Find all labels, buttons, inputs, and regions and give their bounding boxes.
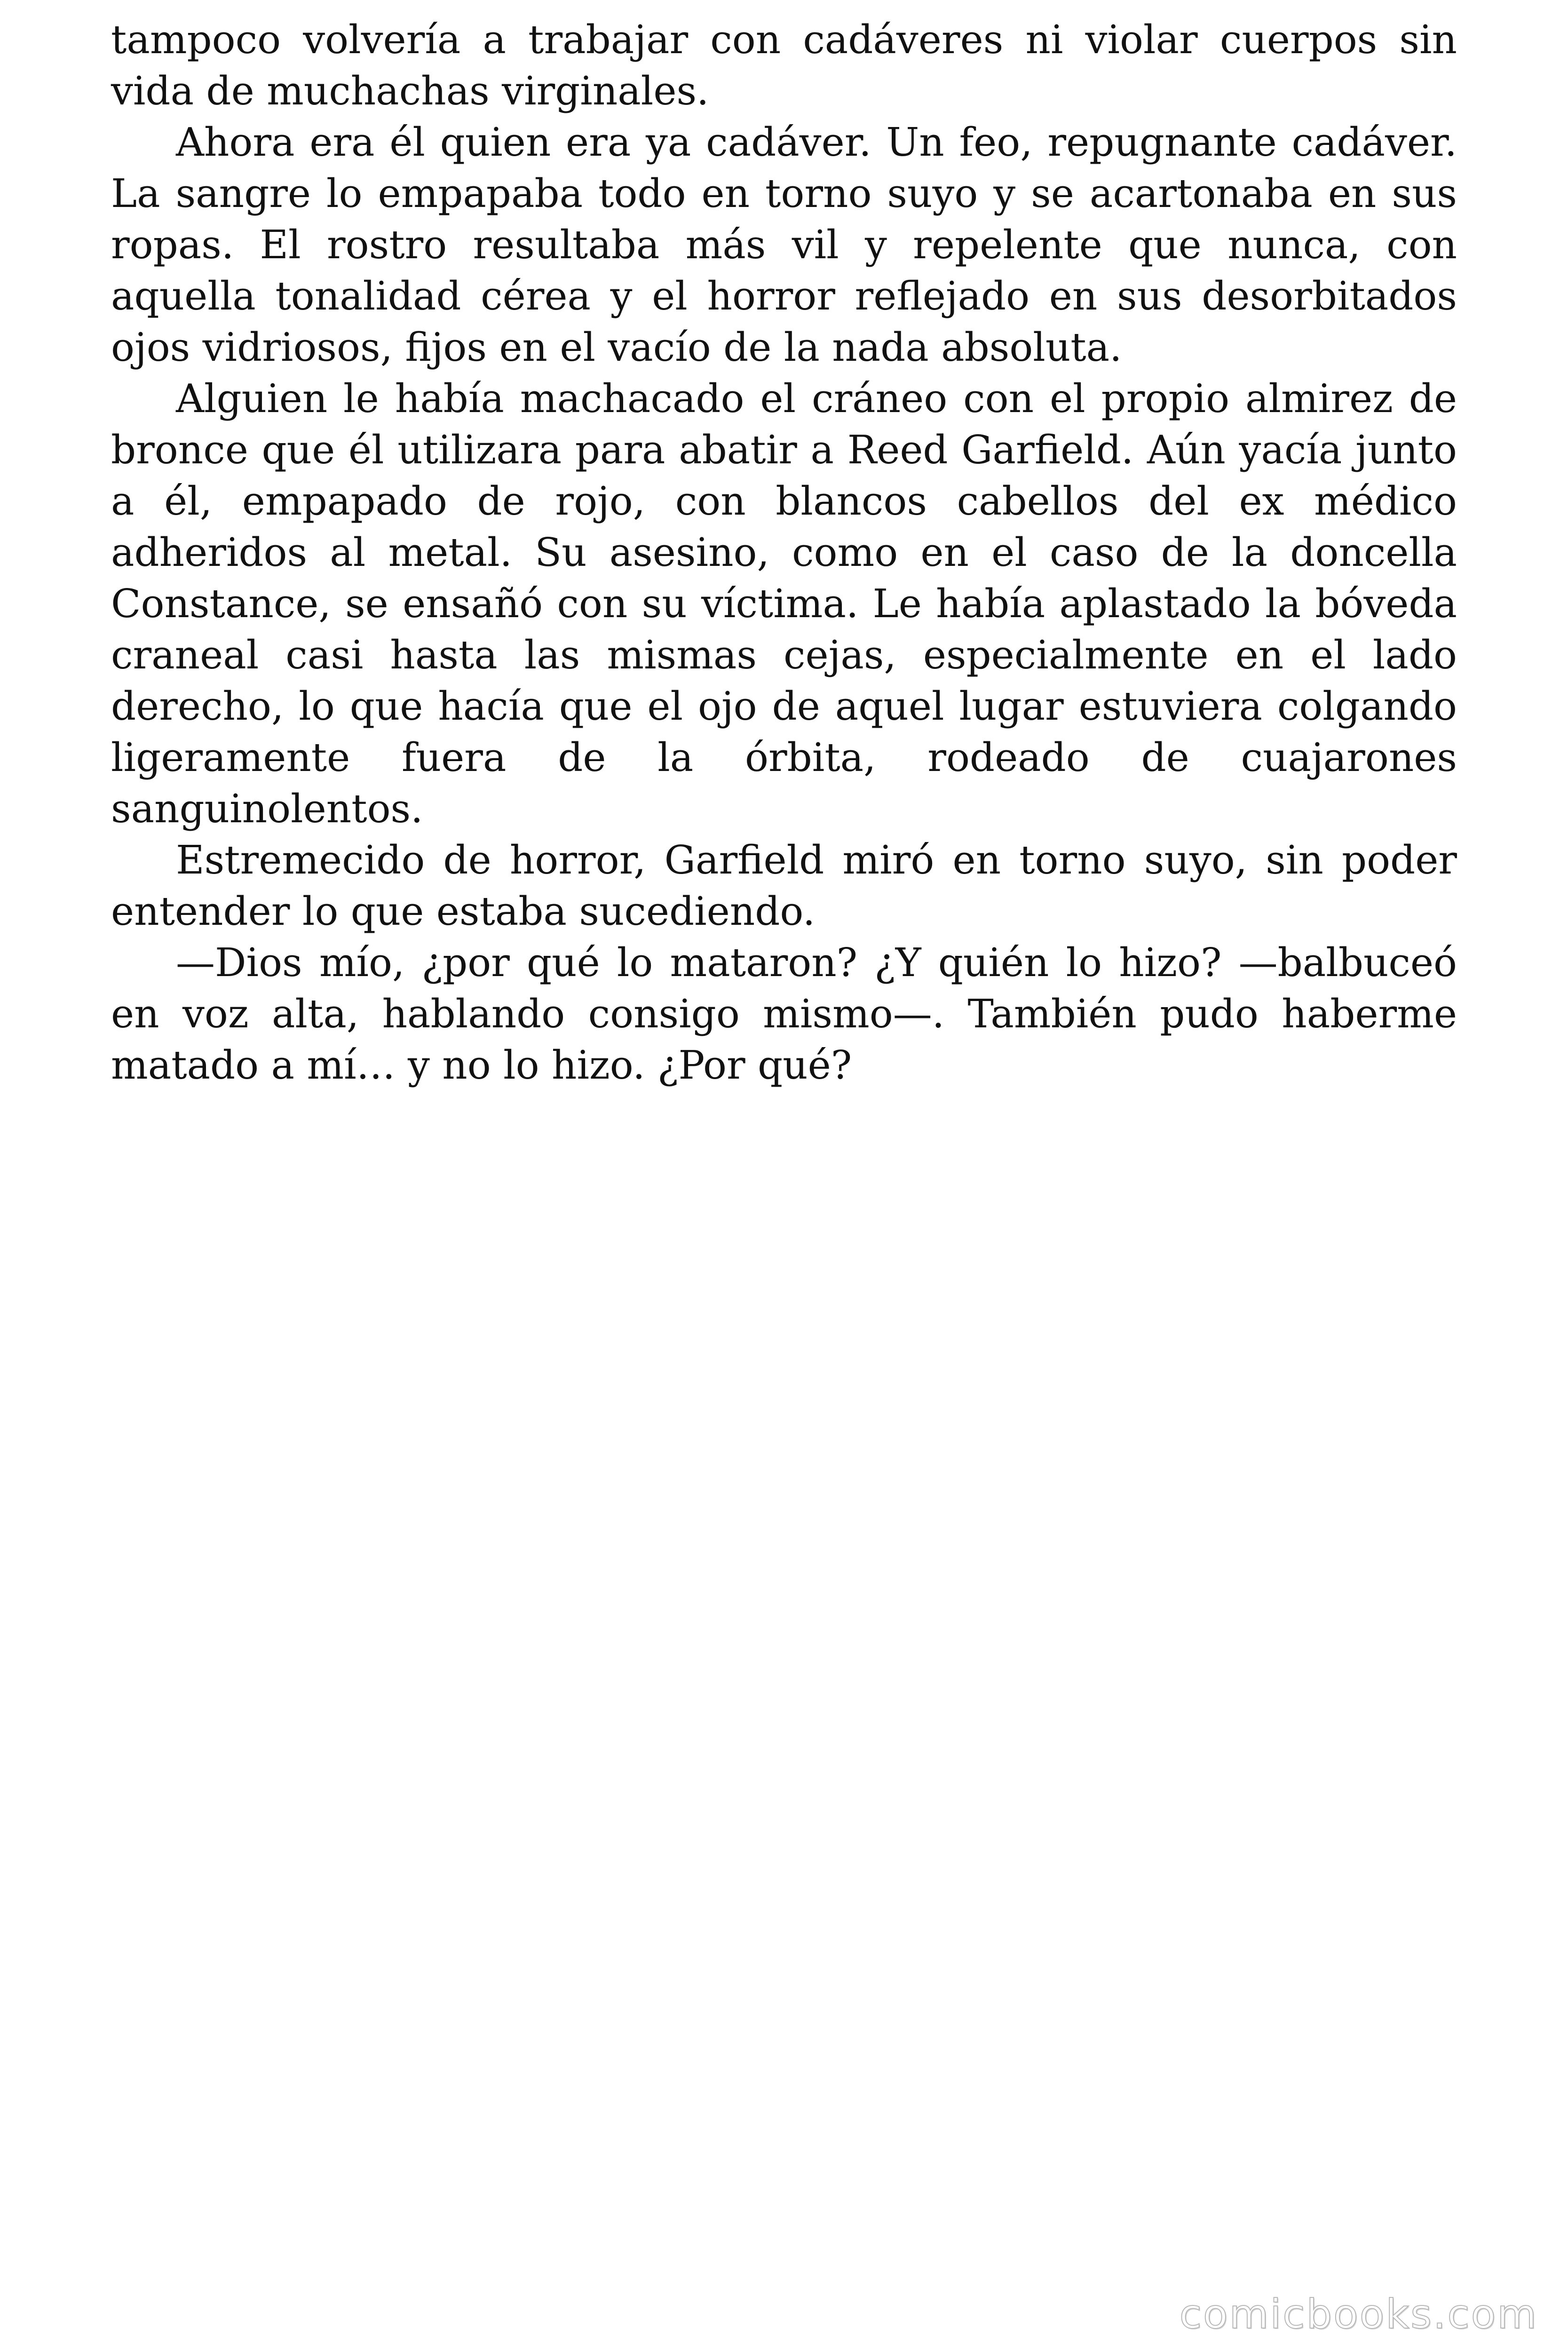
watermark: comicbooks.com	[1179, 2291, 1538, 2338]
paragraph: Estremecido de horror, Garfield miró en torno suyo, sin poder entender lo que estaba sucediendo.	[111, 837, 1457, 934]
paragraph-continuation: tampoco volvería a trabajar con cadáveres ni violar cuerpos sin vida de muchachas virginales.	[111, 17, 1457, 114]
dialogue-paragraph: —Dios mío, ¿por qué lo mataron? ¿Y quién lo hizo? —balbuceó en voz alta, hablando consigo mismo—. También pudo haberme matado a mí… y no lo hizo. ¿Por qué?	[111, 940, 1457, 1088]
paragraph: Alguien le había machacado el cráneo con el propio almirez de bronce que él utilizara para abatir a Reed Garfield. Aún yacía junto a él, empapado de rojo, con blancos cabellos del ex médico adheridos al metal. Su asesino, como en el caso de la doncella Constance, se ensañó con su víctima. Le había aplastado la bóveda craneal casi hasta las mismas cejas, especialmente en el lado derecho, lo que hacía que el ojo de aquel lugar estuviera colgando ligeramente fuera de la órbita, rodeado de cuajarones sanguinolentos.	[111, 376, 1457, 832]
paragraph: Ahora era él quien era ya cadáver. Un feo, repugnante cadáver. La sangre lo empapaba todo en torno suyo y se acartonaba en sus ropas. El rostro resultaba más vil y repelente que nunca, con aquella tonalidad cérea y el horror reflejado en sus desorbitados ojos vidriosos, fijos en el vacío de la nada absoluta.	[111, 119, 1457, 370]
body-text	[111, 14, 1457, 1091]
